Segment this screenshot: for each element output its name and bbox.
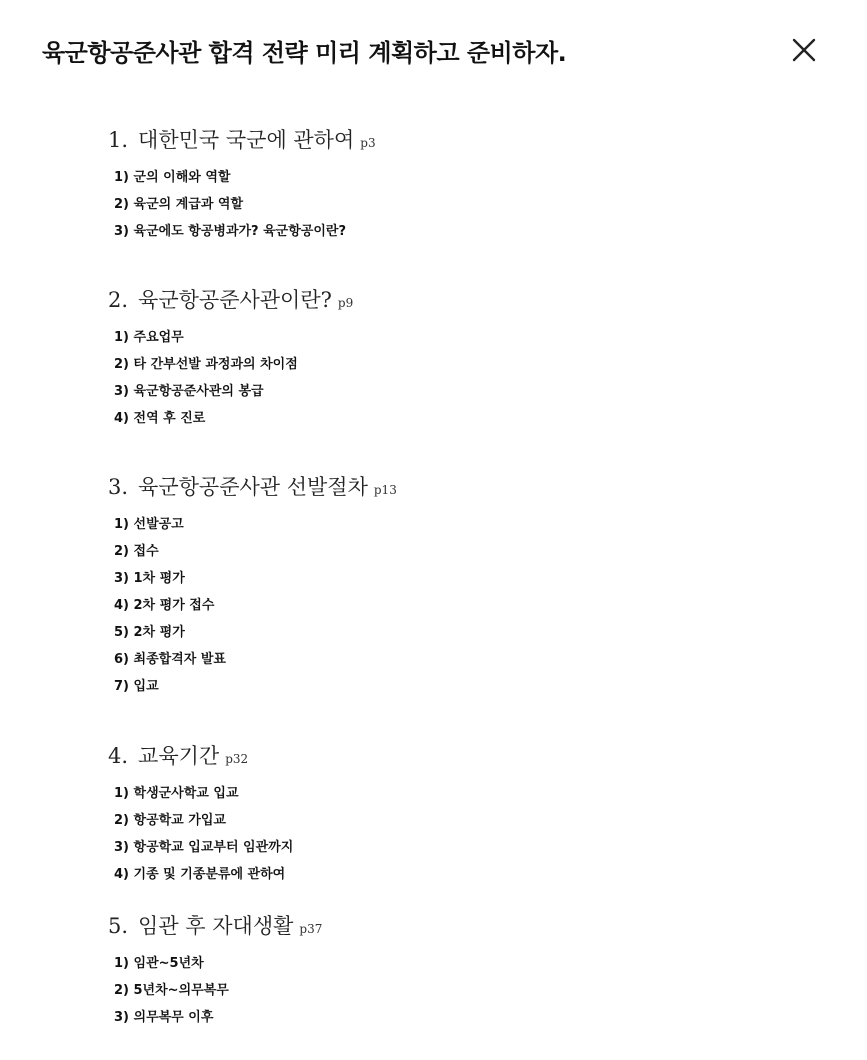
section-heading (108, 471, 808, 503)
toc-section-1 (108, 124, 808, 245)
table-of-contents (108, 124, 808, 1031)
section-item-list (108, 511, 808, 700)
list-item: 3) 의무복무 이후 (114, 1010, 214, 1025)
list-item: 4) 전역 후 진로 (114, 411, 206, 426)
section-item-list (108, 950, 808, 1031)
list-item: 2) 5년차~의무복무 (114, 983, 229, 998)
section-title: 대한민국 국군에 관하여 (138, 128, 355, 152)
section-item-list (108, 164, 808, 245)
list-item: 2) 항공학교 가입교 (114, 813, 226, 828)
section-title: 임관 후 자대생활 (138, 914, 294, 938)
section-page: p32 (225, 752, 249, 766)
section-title: 교육기간 (138, 744, 220, 768)
section-page: p9 (337, 296, 354, 310)
section-title: 육군항공준사관 선발절차 (138, 475, 368, 499)
list-item: 6) 최종합격자 발표 (114, 652, 226, 667)
list-item: 1) 학생군사학교 입교 (114, 786, 239, 801)
list-item: 4) 기종 및 기종분류에 관하여 (114, 867, 286, 882)
section-heading (108, 284, 808, 316)
toc-section-4 (108, 740, 808, 888)
close-button[interactable] (786, 32, 822, 68)
section-number: 4. (108, 744, 129, 768)
section-page: p3 (360, 136, 376, 150)
toc-section-5 (108, 910, 808, 1031)
section-heading (108, 910, 808, 942)
toc-section-2 (108, 284, 808, 432)
section-title: 육군항공준사관이란? (138, 288, 332, 312)
list-item: 1) 선발공고 (114, 517, 184, 532)
header (0, 0, 867, 100)
list-item: 2) 육군의 계급과 역할 (114, 197, 244, 212)
section-page: p13 (373, 483, 397, 497)
list-item: 1) 임관~5년차 (114, 956, 204, 971)
list-item: 3) 육군항공준사관의 봉급 (114, 384, 264, 399)
section-number: 2. (108, 288, 129, 312)
section-page: p37 (299, 922, 323, 936)
list-item: 3) 1차 평가 (114, 571, 185, 586)
list-item: 1) 군의 이해와 역할 (114, 170, 231, 185)
list-item: 2) 타 간부선발 과정과의 차이점 (114, 357, 298, 372)
list-item: 7) 입교 (114, 679, 159, 694)
section-number: 5. (108, 914, 129, 938)
list-item: 3) 항공학교 입교부터 임관까지 (114, 840, 294, 855)
list-item: 2) 접수 (114, 544, 159, 559)
section-number: 1. (108, 128, 129, 152)
section-item-list (108, 780, 808, 888)
section-heading (108, 124, 808, 156)
list-item: 5) 2차 평가 (114, 625, 185, 640)
list-item: 4) 2차 평가 접수 (114, 598, 215, 613)
section-number: 3. (108, 475, 129, 499)
page-title: 육군항공준사관 합격 전략 미리 계획하고 준비하자. (42, 39, 567, 67)
list-item: 3) 육군에도 항공병과가? 육군항공이란? (114, 224, 347, 239)
toc-section-3 (108, 471, 808, 700)
section-heading (108, 740, 808, 772)
section-item-list (108, 324, 808, 432)
list-item: 1) 주요업무 (114, 330, 184, 345)
close-icon (791, 37, 817, 63)
